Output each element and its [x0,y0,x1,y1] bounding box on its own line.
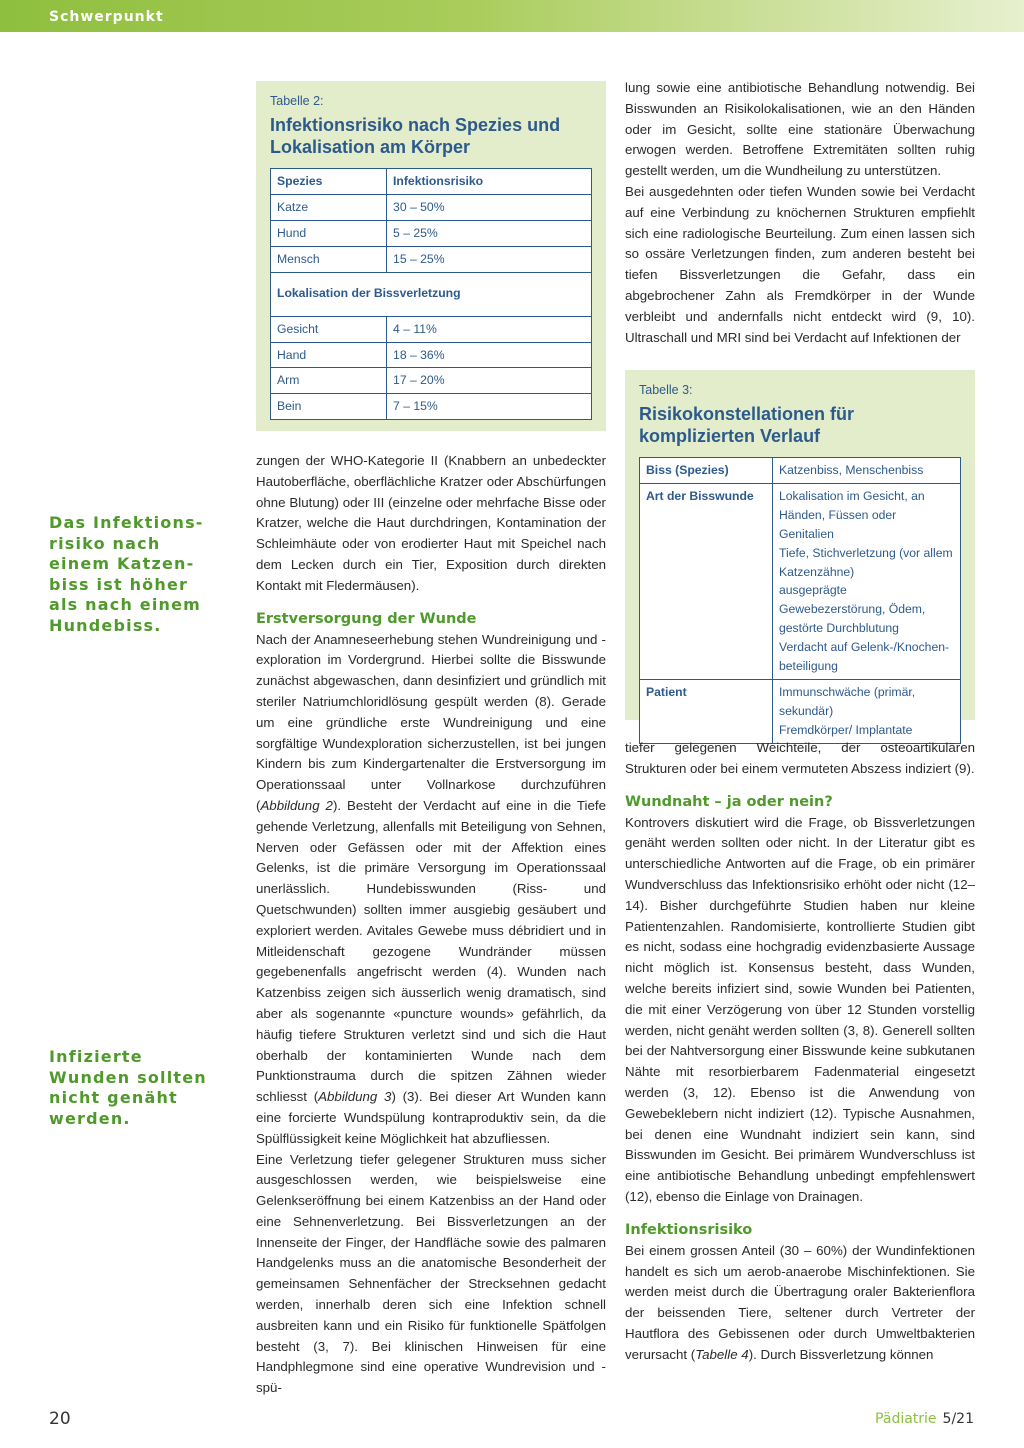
table-row [271,220,592,246]
page-number: 20 [49,1409,71,1429]
middle-column-text [256,451,606,1399]
table-row [271,169,592,195]
table-3-caption: Tabelle 3: [639,383,693,397]
table-3-box [625,370,975,737]
table-header-cell: Infektionsrisiko [387,169,592,195]
table-cell: 17 – 20% [387,368,592,394]
table-label-cell: Art der Bisswunde [640,483,773,679]
heading-infektionsrisiko: Infektionsrisiko [625,1221,753,1238]
table-cell: Hand [271,342,387,368]
table-3-title: Risikokonstellationen für komplizierten Verlauf [639,404,855,446]
section-header-bar [0,0,1024,32]
paragraph-wundnaht: Kontrovers diskutiert wird die Frage, ob Bissverletzungen genäht werden sollten oder nicht. In der Literatur gibt es unterschiedliche Antworten auf die Frage, ob ein primärer Wundverschluss das Infektionsrisiko erhöht oder nicht (12–14). Bisher durchgeführte Studien haben nur kleine Patientenzahlen. Randomisierte, kontrollierte Studien gibt es nicht, sodass eine hochgradig evidenzbasierte Aussage nicht möglich ist. Konsensus besteht, dass Wunden, welche bereits infiziert sind, sowie Wunden bei Patienten, die mit einer Verzögerung von über 12 Stunden vorstellig werden, nicht genäht werden sollten (3, 8). Generell sollten bei der Nahtversorgung einer Bisswunde keine subkutanen Nähte mit resorbierbarem Fadenmaterial eingesetzt werden (3, 12). Ebenso ist die Anwendung von Gewebeklebern nicht indiziert (12). Typische Ausnahmen, bei denen eine Wundnaht indiziert sein kann, sind Bisswunden im Gesicht. Bei primärem Wundverschluss ist eine antibiotische Behandlung unbedingt empfehlenswert (12), ebenso die Einlage von Drainagen. [625,814,975,1204]
table-row [640,458,961,484]
pullquote-1: Das Infektions- risiko nach einem Katzen- biss ist höher als nach einem Hundebiss. [49,513,204,635]
right-column-top-text [625,78,975,348]
figure-reference: Abbildung 2 [260,797,333,813]
table-cell: 7 – 15% [387,394,592,420]
table-cell: 30 – 50% [387,194,592,220]
table-cell: Katze [271,194,387,220]
issue-number: 5/21 [942,1411,974,1427]
journal-name: Pädiatrie [875,1411,937,1427]
table-row [271,316,592,342]
table-2-box [256,81,606,431]
table-cell: 4 – 11% [387,316,592,342]
table-subheader-cell: Lokalisation der Bissverletzung [271,272,592,316]
table-cell: Katzenbiss, Menschenbiss [773,458,961,484]
table-row [271,194,592,220]
table-header-cell: Spezies [271,169,387,195]
table-2-title: Infektionsrisiko nach Spezies und Lokalisation am Körper [270,115,561,157]
table-2-caption: Tabelle 2: [270,94,324,108]
paragraph-erstversorgung-1: Nach der Anamneseerhebung stehen Wundreinigung und -exploration im Vordergrund. Hierbei sollte die Bisswunde zunächst abgewaschen, dann desinfiziert und gründlich mit steriler Natriumchloridlösung gespült werden (8). Gerade um eine gründliche erste Wundreinigung und eine sorgfältige Wundexploration sicherzustellen, ist bei jungen Kindern bis zum Kindergartenalter die Erstversorgung im Operationssaal unter Vollnarkose durchzuführen (Abbildung 2). Besteht der Verdacht auf eine in die Tiefe gehende Verletzung, allenfalls mit Beteiligung von Sehnen, Nerven oder Gefässen oder mit der Affektion eines Gelenks, ist die primäre Versorgung im Operationssaal unerlässlich. Hundebisswunden (Riss- und Quetschwunden) sollten immer ausgiebig gesäubert und exploriert werden. Avitales Gewebe muss débridiert und in Mitleidenschaft gezogene Wundränder müssen gegebenenfalls angefrischt werden (4). Wunden nach Katzenbiss zeigen sich äusserlich wenig dramatisch, sind aber als sogenannte «puncture wounds» gefährlich, da häufig tiefere Strukturen verletzt sind und sich die Haut oberhalb der kontaminierten Wunde nach dem Punktionstrauma durch die spitzen Zähnen wieder schliesst (Abbildung 3) (3). Bei dieser Art Wunden kann eine forcierte Wundspülung kontraproduktiv sein, da die Spülflüssigkeit keine Möglichkeit hat abzufliessen. [256,631,606,1146]
paragraph-infektionsrisiko: Bei einem grossen Anteil (30 – 60%) der Wundinfektionen handelt es sich um aerob-anaerobe Mischinfektionen. Sie werden meist durch die Übertragung oraler Bakterienflora der beissenden Tiere, seltener durch Vertreter der Hautflora des Gebissenen oder durch Umweltbakterien verursacht (Tabelle 4). Durch Bissverletzung können [625,1242,975,1362]
table-row [640,679,961,743]
table-cell: Arm [271,368,387,394]
table-label-cell: Patient [640,679,773,743]
heading-erstversorgung: Erstversorgung der Wunde [256,610,477,627]
table-3 [639,457,961,744]
table-cell: 15 – 25% [387,246,592,272]
table-label-cell: Biss (Spezies) [640,458,773,484]
table-cell: Lokalisation im Gesicht, an Händen, Füssen oder Genitalien Tiefe, Stichverletzung (vor allem Katzenzähne) ausgeprägte Gewebezerstörung, Ödem, gestörte Durchblutung Verdacht auf Gelenk-/Knochenbeteiligung [773,483,961,679]
pullquote-2: Infizierte Wunden sollten nicht genäht werden. [49,1047,207,1128]
table-row [271,342,592,368]
paragraph-right-top-1: lung sowie eine antibiotische Behandlung notwendig. Bei Bisswunden an Risikolokalisationen, wie an den Händen oder im Gesicht, sollte eine stationäre Überwachung erwogen werden. Betroffene Extremitäten sollten ruhig gestellt werden, um die Wundheilung zu unterstützen. [625,80,975,179]
table-cell: Mensch [271,246,387,272]
paragraph-right-top-2: Bei ausgedehnten oder tiefen Wunden sowie bei Verdacht auf eine Verbindung zu knöchernen Strukturen empfiehlt sich eine radiologische Beurteilung. Zum einen lassen sich so ossäre Verletzungen finden, zum anderen besteht bei tiefen Bissverletzungen die Gefahr, dass ein abgebrochener Zahn als Fremdkörper in der Wunde verbleibt und andernfalls nicht entdeckt wird (9, 10). Ultraschall und MRI sind bei Verdacht auf Infektionen der [625,183,975,345]
figure-reference: Abbildung 3 [318,1089,392,1105]
table-cell: Gesicht [271,316,387,342]
right-column-bottom-text [625,738,975,1366]
heading-wundnaht: Wundnaht – ja oder nein? [625,793,833,810]
section-label: Schwerpunkt [49,9,164,25]
table-cell: Immunschwäche (primär, sekundär) Fremdkörper/ Implantate [773,679,961,743]
table-cell: Hund [271,220,387,246]
table-cell: Bein [271,394,387,420]
table-cell: 18 – 36% [387,342,592,368]
table-reference: Tabelle 4 [695,1346,749,1362]
table-cell: 5 – 25% [387,220,592,246]
paragraph-erstversorgung-2: Eine Verletzung tiefer gelegener Strukturen muss sicher ausgeschlossen werden, wie beispielsweise eine Gelenkseröffnung bei einem Katzenbiss an der Hand oder eine Sehnenverletzung. Bei Bissverletzungen an der Innenseite der Finger, der Handfläche sowie des palmaren Handgelenks muss an die anatomische Besonderheit der gemeinsamen Sehnenfächer der Strecksehnen gedacht werden, innerhalb deren sich eine Infektion schnell ausbreiten kann und ein Risiko für funktionelle Spätfolgen besteht (3, 7). Bei klinischen Hinweisen für eine Handphlegmone sind eine operative Wundrevision und -spü- [256,1151,606,1396]
paragraph-intro: zungen der WHO-Kategorie II (Knabbern an unbedeckter Hautoberfläche, oberflächliche Kratzer oder Abschürfungen ohne Blutung) oder III (einzelne oder mehrfache Bisse oder Kratzer, welche die Haut durchdringen, Kontamination der Schleimhäute oder von erodierter Haut mit Speichel nach dem Lecken durch ein Tier, Exposition durch direkten Kontakt mit Fledermäusen). [256,453,606,593]
table-2 [270,168,592,420]
table-row [271,394,592,420]
table-row [271,368,592,394]
journal-footer [875,1411,974,1427]
paragraph-continuation: tiefer gelegenen Weichteile, der osteoartikulären Strukturen oder bei einem vermuteten Abszess indiziert (9). [625,740,975,776]
table-row [640,483,961,679]
table-row [271,272,592,316]
table-row [271,246,592,272]
